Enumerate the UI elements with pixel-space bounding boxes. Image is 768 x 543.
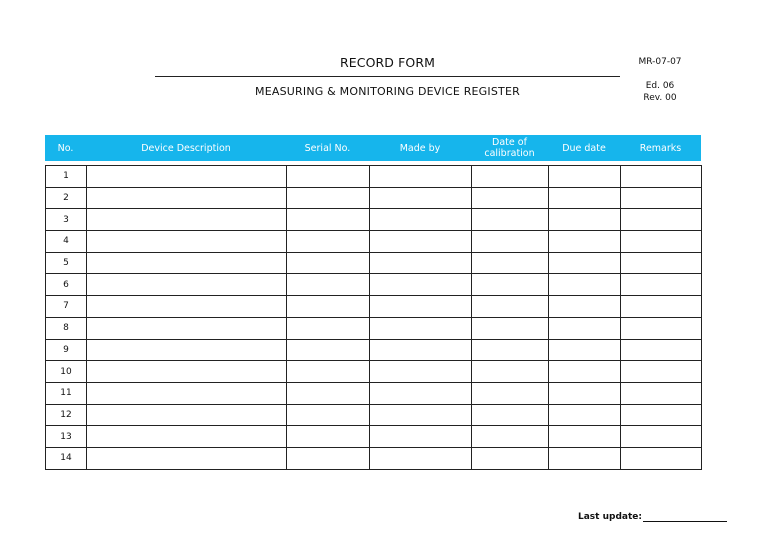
device-description-cell[interactable]: [87, 252, 287, 274]
device-description-cell[interactable]: [87, 382, 287, 404]
remarks-cell[interactable]: [621, 252, 702, 274]
serial-no-cell[interactable]: [287, 447, 370, 469]
row-number: 13: [46, 426, 87, 448]
made-by-cell[interactable]: [370, 317, 472, 339]
remarks-cell[interactable]: [621, 426, 702, 448]
table-row: [46, 447, 702, 469]
serial-no-cell[interactable]: [287, 252, 370, 274]
date-of-calibration-cell[interactable]: [472, 187, 549, 209]
table-row: [46, 404, 702, 426]
date-of-calibration-cell[interactable]: [472, 296, 549, 318]
serial-no-cell[interactable]: [287, 404, 370, 426]
made-by-cell[interactable]: [370, 209, 472, 231]
table-row: [46, 382, 702, 404]
column-header-date-of-calibration: Date of calibration: [484, 137, 535, 159]
due-date-cell[interactable]: [549, 187, 621, 209]
due-date-cell[interactable]: [549, 274, 621, 296]
serial-no-cell[interactable]: [287, 382, 370, 404]
due-date-cell[interactable]: [549, 252, 621, 274]
table-row: [46, 426, 702, 448]
date-of-calibration-cell[interactable]: [472, 274, 549, 296]
remarks-cell[interactable]: [621, 382, 702, 404]
column-header-remarks: Remarks: [639, 142, 682, 154]
serial-no-cell[interactable]: [287, 426, 370, 448]
due-date-cell[interactable]: [549, 382, 621, 404]
row-number: 11: [46, 382, 87, 404]
table-row: [46, 231, 702, 253]
table-row: [46, 209, 702, 231]
edition-info: [620, 80, 700, 104]
row-number: 9: [46, 339, 87, 361]
table-row: [46, 296, 702, 318]
made-by-cell[interactable]: [370, 296, 472, 318]
revision-label: Rev. 00: [643, 93, 677, 103]
row-number: 3: [46, 209, 87, 231]
date-of-calibration-cell[interactable]: [472, 339, 549, 361]
row-number: 7: [46, 296, 87, 318]
form-subtitle: MEASURING & MONITORING DEVICE REGISTER: [255, 85, 520, 98]
register-table: [45, 165, 702, 470]
device-description-cell[interactable]: [87, 296, 287, 318]
made-by-cell[interactable]: [370, 361, 472, 383]
remarks-cell[interactable]: [621, 361, 702, 383]
made-by-cell[interactable]: [370, 252, 472, 274]
table-row: [46, 187, 702, 209]
made-by-cell[interactable]: [370, 274, 472, 296]
device-description-cell[interactable]: [87, 317, 287, 339]
remarks-cell[interactable]: [621, 317, 702, 339]
remarks-cell[interactable]: [621, 231, 702, 253]
row-number: 12: [46, 404, 87, 426]
form-title: RECORD FORM: [339, 55, 436, 70]
serial-no-cell[interactable]: [287, 166, 370, 188]
row-number: 14: [46, 447, 87, 469]
made-by-cell[interactable]: [370, 166, 472, 188]
remarks-cell[interactable]: [621, 166, 702, 188]
row-number: 10: [46, 361, 87, 383]
due-date-cell[interactable]: [549, 296, 621, 318]
row-number: 6: [46, 274, 87, 296]
date-of-calibration-cell[interactable]: [472, 166, 549, 188]
due-date-cell[interactable]: [549, 209, 621, 231]
due-date-cell[interactable]: [549, 231, 621, 253]
row-number: 4: [46, 231, 87, 253]
date-of-calibration-cell[interactable]: [472, 447, 549, 469]
last-update-label: Last update:: [578, 512, 642, 522]
device-description-cell[interactable]: [87, 404, 287, 426]
due-date-cell[interactable]: [549, 339, 621, 361]
table-row: [46, 361, 702, 383]
device-description-cell[interactable]: [87, 231, 287, 253]
table-row: [46, 252, 702, 274]
column-header-no: No.: [57, 142, 74, 154]
date-of-calibration-cell[interactable]: [472, 317, 549, 339]
remarks-cell[interactable]: [621, 447, 702, 469]
date-of-calibration-cell[interactable]: [472, 404, 549, 426]
made-by-cell[interactable]: [370, 447, 472, 469]
made-by-cell[interactable]: [370, 187, 472, 209]
form-code: MR-07-07: [638, 57, 682, 67]
made-by-cell[interactable]: [370, 426, 472, 448]
due-date-cell[interactable]: [549, 317, 621, 339]
table-row: [46, 317, 702, 339]
date-of-calibration-cell[interactable]: [472, 252, 549, 274]
last-update-field[interactable]: [643, 511, 727, 522]
device-description-cell[interactable]: [87, 187, 287, 209]
date-of-calibration-cell[interactable]: [472, 382, 549, 404]
made-by-cell[interactable]: [370, 339, 472, 361]
due-date-cell[interactable]: [549, 361, 621, 383]
remarks-cell[interactable]: [621, 274, 702, 296]
device-description-cell[interactable]: [87, 166, 287, 188]
table-row: [46, 166, 702, 188]
date-of-calibration-cell[interactable]: [472, 426, 549, 448]
made-by-cell[interactable]: [370, 231, 472, 253]
due-date-cell[interactable]: [549, 426, 621, 448]
due-date-cell[interactable]: [549, 447, 621, 469]
device-description-cell[interactable]: [87, 447, 287, 469]
made-by-cell[interactable]: [370, 404, 472, 426]
made-by-cell[interactable]: [370, 382, 472, 404]
table-header: [45, 135, 701, 161]
serial-no-cell[interactable]: [287, 231, 370, 253]
due-date-cell[interactable]: [549, 166, 621, 188]
date-of-calibration-cell[interactable]: [472, 361, 549, 383]
edition-label: Ed. 06: [645, 81, 675, 91]
device-description-cell[interactable]: [87, 274, 287, 296]
table-row: [46, 339, 702, 361]
device-description-cell[interactable]: [87, 209, 287, 231]
serial-no-cell[interactable]: [287, 187, 370, 209]
remarks-cell[interactable]: [621, 404, 702, 426]
column-header-serial-no: Serial No.: [304, 142, 351, 154]
serial-no-cell[interactable]: [287, 339, 370, 361]
serial-no-cell[interactable]: [287, 317, 370, 339]
device-description-cell[interactable]: [87, 339, 287, 361]
remarks-cell[interactable]: [621, 187, 702, 209]
remarks-cell[interactable]: [621, 209, 702, 231]
last-update: [578, 511, 727, 522]
due-date-cell[interactable]: [549, 404, 621, 426]
serial-no-cell[interactable]: [287, 274, 370, 296]
serial-no-cell[interactable]: [287, 209, 370, 231]
date-of-calibration-cell[interactable]: [472, 231, 549, 253]
device-description-cell[interactable]: [87, 426, 287, 448]
row-number: 1: [46, 166, 87, 188]
title-divider: [155, 76, 620, 77]
table-row: [46, 274, 702, 296]
serial-no-cell[interactable]: [287, 361, 370, 383]
row-number: 5: [46, 252, 87, 274]
row-number: 8: [46, 317, 87, 339]
column-header-made-by: Made by: [399, 142, 441, 154]
column-header-due-date: Due date: [562, 142, 606, 154]
serial-no-cell[interactable]: [287, 296, 370, 318]
column-header-device-description: Device Description: [141, 142, 231, 154]
device-description-cell[interactable]: [87, 361, 287, 383]
remarks-cell[interactable]: [621, 339, 702, 361]
row-number: 2: [46, 187, 87, 209]
date-of-calibration-cell[interactable]: [472, 209, 549, 231]
remarks-cell[interactable]: [621, 296, 702, 318]
